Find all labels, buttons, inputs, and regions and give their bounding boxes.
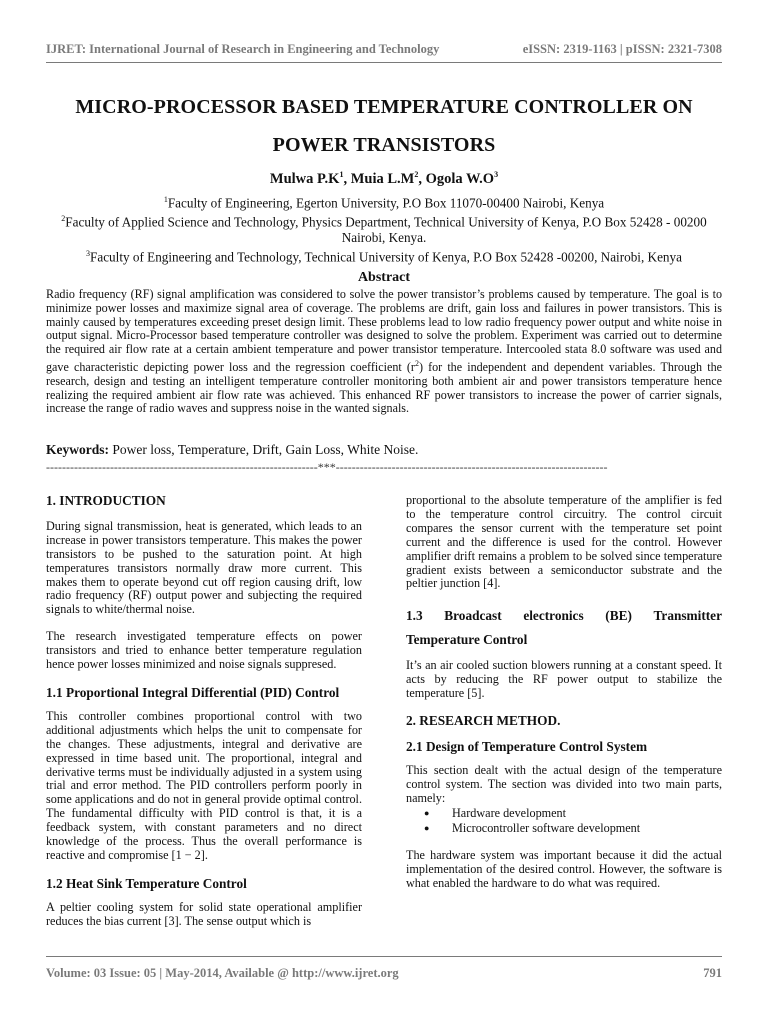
journal-link[interactable]: http://www.ijret.org [291, 966, 399, 980]
paragraph: proportional to the absolute temperature of the amplifier is fed to the temperature control circuitry. The control circuit compares the sensor current with the temperature set point current and the difference is used for the control. However amplifier drift remains a problem to be solved since temperature gradient exists between a semiconductor substrate and the peltier junction [4]. [406, 493, 722, 591]
list-item: ● Microcontroller software development [406, 822, 722, 836]
heading-pid-control: 1.1 Proportional Integral Differential (PID) Control [46, 684, 340, 700]
heading-introduction: 1. INTRODUCTION [46, 493, 166, 508]
title-line-2: POWER TRANSISTORS [272, 134, 496, 156]
paragraph: A peltier cooling system for solid state operational amplifier reduces the bias current [3]. The sense output which is [46, 899, 362, 928]
affiliation-1: $^1$Faculty of Engineering, Egerton University, P.O Box 11070-00400 Nairobi, Kenya [163, 195, 605, 211]
right-column [406, 494, 722, 904]
affiliations [46, 192, 722, 265]
keywords [46, 442, 722, 458]
author-3-sup: 3 [494, 170, 499, 179]
author-1-sup: 1 [339, 170, 344, 179]
footer-volume: Volume: 03 Issue: 05 | May-2014, Available @ http://www.ijret.org [46, 966, 399, 980]
title-line-1: MICRO-PROCESSOR BASED TEMPERATURE CONTROLLER ON [75, 96, 693, 118]
paragraph: The research investigated temperature effects on power transistors and tried to enhance better temperature regulation hence power losses minimized and noise signals suppresed. [46, 629, 362, 672]
heading-design: 2.1 Design of Temperature Control System [406, 738, 648, 754]
heading-be-transmitter-line2: Temperature Control [406, 632, 528, 648]
abstract-body: Radio frequency (RF) signal amplification was considered to solve the power transistor’s problems caused by temperature. The goal is to minimize power losses and maximize signal area of coverage. The problems are drift, gain loss and failures in power transistors. This is mainly caused by temperatures exceeding preset design limit. These problems lead to low radio frequency power output and white noise in output signal. Micro-Processor based temperature controller was designed to solve the problem. Experiment was carried out to determine the required air flow rate at a certain ambient temperature and power transistor temperature. Intercooled stata 8.0 software was used and gave characteristic depicting power loss and the regression coefficient $(r^2)$ for the independent and dependent variables. Through the research, design and testing an intelligent temperature controller monitoring both ambient air and power transistors temperature hence realizing the required ambient air flow rate was achieved. This enhanced RF power transistors to increase the power of carrier signals, increase the range of radio waves and suppress noise in the wanted signals. [46, 287, 722, 416]
bullet-list [406, 807, 722, 836]
heading-research-method: 2. RESEARCH METHOD. [406, 712, 561, 728]
affiliation-3: $^3$Faculty of Engineering and Technology, Technical University of Kenya, P.O Box 52428 -00200, Nairobi, Kenya [86, 248, 682, 264]
author-1: Mulwa P.K [269, 170, 340, 187]
keywords-text: Power loss, Temperature, Drift, Gain Loss, White Noise. [109, 442, 419, 457]
author-3: Ogola W.O [425, 170, 495, 187]
authors: Mulwa $P.K^1$, Muia $L.M^2$, Ogola $W.O^3$ [269, 170, 499, 187]
author-2: Muia L.M [350, 170, 415, 187]
running-header [46, 42, 722, 57]
paragraph: The hardware system was important because it did the actual implementation of the desired control. However, the software is what enabled the hardware to do what was required. [406, 848, 722, 891]
header-rule [46, 62, 722, 63]
author-2-sup: 2 [414, 170, 419, 179]
affiliation-2: $^2$Faculty of Applied Science and Technology, Physics Department, Technical University of Kenya, P.O Box 52428 - 00200 Nairobi, Kenya. [61, 213, 707, 245]
page-number: 791 [703, 966, 722, 980]
paragraph: This section dealt with the actual design of the temperature control system. The section was divided into two main parts, namely: [406, 762, 722, 805]
heading-heat-sink: 1.2 Heat Sink Temperature Control [46, 875, 247, 891]
left-column [46, 494, 362, 942]
footer-rule [46, 956, 722, 957]
paragraph: This controller combines proportional control with two additional adjustments which helps the unit to compensate for the changes. These adjustments, integral and derivative are expressed in time based unit. The proportional, integral and derivative terms must be individually adjusted in a system using trial and error method. The PID controllers perform poorly in some applications and do not in general provide optimal control. The fundamental difficulty with PID control is that, it is a feedback system, with constant parameters and no direct knowledge of the process. Thus the overall performance is reactive and compromise [1 − 2]. [46, 708, 362, 862]
section-separator: --------------------------------------------------------------------***-------------------------------------------------------------------- [46, 460, 608, 474]
journal-name: IJRET: International Journal of Research in Engineering and Technology [46, 42, 440, 56]
paragraph: It’s an air cooled suction blowers running at a constant speed. It acts by reducing the RF power output to stabilize the temperature [5]. [406, 658, 722, 700]
issn: eISSN: 2319-1163 | pISSN: 2321-7308 [522, 42, 722, 56]
footer [46, 966, 722, 981]
heading-be-transmitter: 1.3 Broadcast electronics (BE) Transmitter [406, 608, 722, 624]
keywords-label: Keywords: [46, 442, 109, 457]
abstract-heading: Abstract [357, 270, 411, 285]
list-item: ● Hardware development [406, 807, 722, 821]
paragraph: During signal transmission, heat is generated, which leads to an increase in power transistors temperature. This makes the power transistors to be pushed to the saturation point. At high temperatures transistors normally draw more current. This makes them to operate beyond cut off region causing drift, low radio frequency (RF) output power and subjecting the required signals to white/thermal noise. [46, 518, 362, 617]
paper-title [40, 88, 728, 164]
